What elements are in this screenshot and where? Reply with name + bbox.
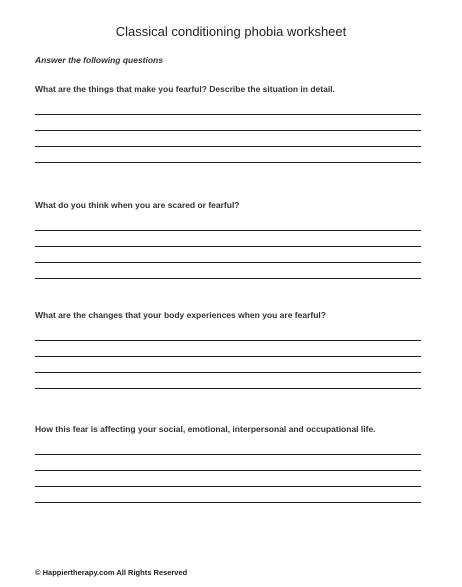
answer-line[interactable] bbox=[35, 356, 421, 357]
question-2-text: What do you think when you are scared or fearful? bbox=[35, 200, 240, 210]
answer-line[interactable] bbox=[35, 502, 421, 503]
answer-line[interactable] bbox=[35, 486, 421, 487]
answer-line[interactable] bbox=[35, 114, 421, 115]
question-1-text: What are the things that make you fearful? Describe the situation in detail. bbox=[35, 84, 335, 94]
answer-line[interactable] bbox=[35, 372, 421, 373]
answer-line[interactable] bbox=[35, 146, 421, 147]
answer-line[interactable] bbox=[35, 340, 421, 341]
answer-line[interactable] bbox=[35, 162, 421, 163]
answer-lines-4 bbox=[35, 454, 421, 503]
answer-line[interactable] bbox=[35, 470, 421, 471]
question-block-1 bbox=[35, 84, 421, 178]
answer-line[interactable] bbox=[35, 246, 421, 247]
instructions-text: Answer the following questions bbox=[35, 55, 163, 65]
question-4-text: How this fear is affecting your social, emotional, interpersonal and occupational life. bbox=[35, 424, 376, 434]
question-block-2 bbox=[35, 200, 421, 294]
worksheet-title: Classical conditioning phobia worksheet bbox=[115, 24, 347, 39]
question-block-4 bbox=[35, 424, 421, 518]
answer-line[interactable] bbox=[35, 130, 421, 131]
answer-lines-2 bbox=[35, 230, 421, 279]
answer-line[interactable] bbox=[35, 278, 421, 279]
answer-line[interactable] bbox=[35, 454, 421, 455]
answer-line[interactable] bbox=[35, 262, 421, 263]
answer-line[interactable] bbox=[35, 230, 421, 231]
answer-lines-3 bbox=[35, 340, 421, 389]
copyright-footer: © Happiertherapy.com All Rights Reserved bbox=[35, 568, 188, 577]
question-block-3 bbox=[35, 310, 421, 404]
question-3-text: What are the changes that your body experiences when you are fearful? bbox=[35, 310, 326, 320]
answer-lines-1 bbox=[35, 114, 421, 163]
answer-line[interactable] bbox=[35, 388, 421, 389]
